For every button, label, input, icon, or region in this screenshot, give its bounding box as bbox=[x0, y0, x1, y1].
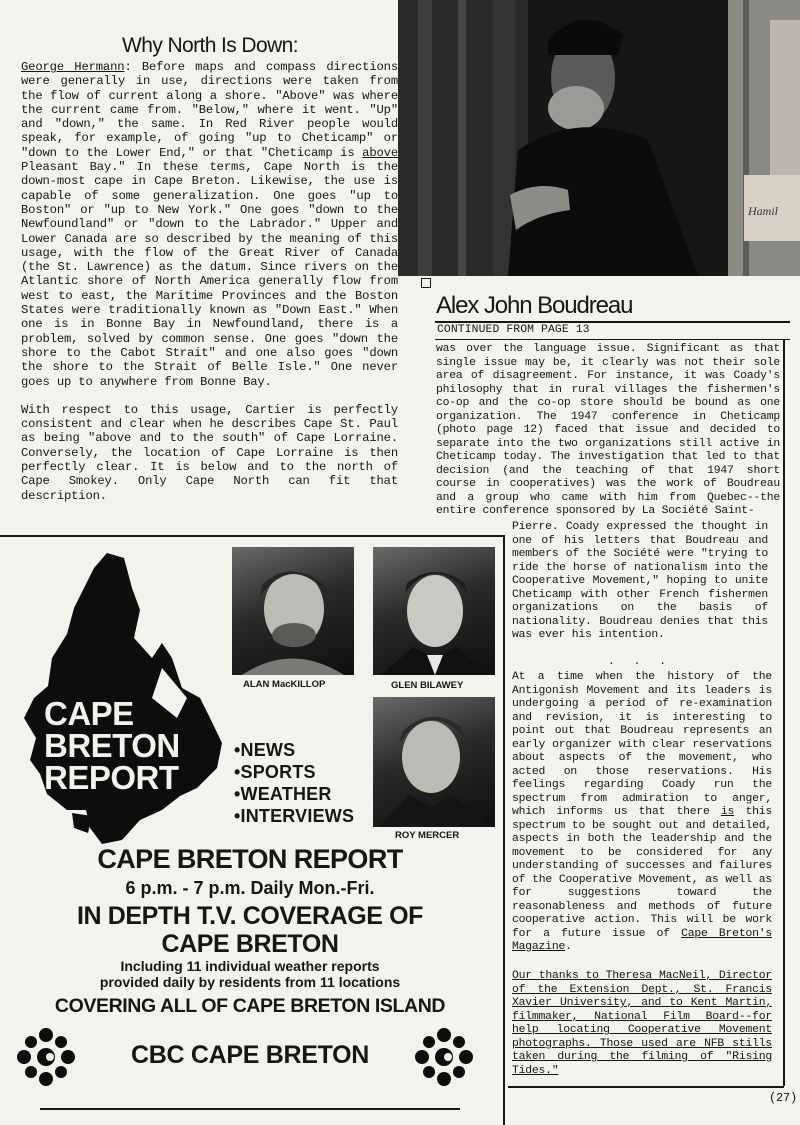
ad-weather-line-1: Including 11 individual weather reports bbox=[120, 958, 380, 974]
photo-scene bbox=[398, 0, 800, 276]
right-article-body-2: At a time when the history of the Antigonish Movement and its leaders is undergoing a period of re-examination and revision, it is interesting to point out that Boudreau represents an early organizer with clear reservations about aspects of the movement, who acted on those reservations. His feelings regarding Coady run the spectrum from admiration to anger, which informs us that there is this spectrum to be sought out and detailed, aspects in both the leadership and the movement to be considered for any understanding of successes and failures of the Cooperative Movement, as well as for suggestions toward the reasonableness and methods of future cooperative action. This will be work for a future issue of Cape Breton's Magazine. bbox=[512, 671, 772, 953]
portrait-alan-mackillop bbox=[232, 547, 354, 675]
program-topics bbox=[234, 739, 354, 827]
right-article-title: Alex John Boudreau bbox=[436, 292, 633, 319]
topic-sports: •SPORTS bbox=[234, 762, 316, 782]
ad-schedule: 6 p.m. - 7 p.m. Daily Mon.-Fri. bbox=[125, 878, 375, 898]
ad-headline: CAPE BRETON REPORT bbox=[97, 844, 403, 874]
cbc-gem-icon bbox=[414, 1027, 474, 1087]
ad-station: CBC CAPE BRETON bbox=[130, 1041, 370, 1069]
page-number: (27) bbox=[769, 1091, 798, 1105]
portrait-glen-bilawey bbox=[373, 547, 495, 675]
right-bottom-rule bbox=[508, 1086, 784, 1088]
right-column-edge bbox=[783, 340, 785, 700]
ad-coverage-line-1: IN DEPTH T.V. COVERAGE OF bbox=[76, 902, 424, 930]
portrait-figure bbox=[373, 547, 495, 675]
author-name: George Hermann bbox=[21, 60, 125, 74]
right-column-edge-bottom bbox=[783, 700, 785, 1086]
ad-covering: COVERING ALL OF CAPE BRETON ISLAND bbox=[54, 995, 446, 1017]
portrait-figure bbox=[232, 547, 354, 675]
cape-breton-report-logo bbox=[44, 695, 180, 796]
photo-corner-mark bbox=[421, 278, 431, 288]
left-article-body: George Hermann: Before maps and compass directions were generally in use, directions were taken from the flow of current along a shore. "Above" was where the current came from. "Below," where it went. "Up" and "down," the same. In Red River people would speak, for example, of going "up to Cheticamp" or "down to the Lower End," or that "Cheticamp is above Pleasant Bay." In these terms, Cape North is the down-most cape in Cape Breton. Likewise, the use is capable of some generalization. One goes "up to Boston" or "up to New York." One goes "down to the Newfoundland" or "down to the Labrador." Upper and Lower Canada are so described by the meaning of this usage, with the flow of the Great River of Canada (the St. Lawrence) as the datum. Since rivers on the Atlantic shore of North America generally flow from west to east, the Maritime Provinces and the Boston States were traditionally known as "Down East." When one is in Bonne Bay in Newfoundland, there is a problem, solved by common sense. One goes "down the shore to the Cabot Strait" and one also goes "down the shore to the Strait of Belle Isle." One never goes up to anywhere from Bonne Bay. With respect to this usage, Cartier is perfectly consistent and clear when he describes Cape St. Paul as being "above and to the south" of Cape Lorraine. Conversely, the location of Cape Lorraine is then perfectly clear. It is below and to the north of Cape Smokey. Only Cape North can fit that description. bbox=[21, 60, 398, 503]
caption-glen-bilawey: GLEN BILAWEY bbox=[391, 680, 464, 691]
caption-alan-mackillop: ALAN MacKILLOP bbox=[243, 679, 326, 690]
svg-text:Hamil: Hamil bbox=[748, 204, 778, 218]
ad-weather-line-2: provided daily by residents from 11 locations bbox=[99, 974, 401, 990]
ad-right-border bbox=[503, 535, 505, 1125]
logo-line-3: REPORT bbox=[44, 759, 179, 796]
continued-divider bbox=[435, 321, 790, 323]
ad-coverage-line-2: CAPE BRETON bbox=[161, 930, 339, 958]
left-article-title: Why North Is Down: bbox=[122, 34, 298, 57]
portrait-roy-mercer bbox=[373, 697, 495, 827]
portrait-figure bbox=[373, 697, 495, 827]
topic-interviews: •INTERVIEWS bbox=[234, 806, 355, 826]
left-article-paragraph-2: With respect to this usage, Cartier is perfectly consistent and clear when he describes Cape St. Paul as being "above and to the south" of Cape Lorraine. Conversely, the location of Cape Lorraine is then perfectly clear. It is below and to the north of Cape Smokey. Only Cape North can fit that description. bbox=[21, 402, 398, 503]
continued-from-label: CONTINUED FROM PAGE 13 bbox=[437, 324, 590, 336]
topic-weather: •WEATHER bbox=[234, 784, 332, 804]
ad-top-border bbox=[0, 535, 505, 537]
ad-bottom-rule bbox=[40, 1108, 460, 1110]
boudreau-photo bbox=[398, 0, 800, 276]
topic-news: •NEWS bbox=[234, 740, 296, 760]
section-separator: . . . bbox=[607, 656, 673, 668]
right-article-body-narrow bbox=[512, 521, 768, 643]
right-article-body bbox=[436, 343, 780, 519]
acknowledgements: Our thanks to Theresa MacNeil, Director of the Extension Dept., St. Francis Xavier University, and to Kent Martin, filmmaker, National Film Board--for help locating Cooperative Movement photographs. Those used are NFB stills taken during the filming of "Rising Tides." bbox=[512, 970, 772, 1077]
caption-roy-mercer: ROY MERCER bbox=[395, 830, 460, 841]
right-paragraph-1b: Pierre. Coady expressed the thought in one of his letters that Boudreau and members of the Société were "trying to ride the horse of nationalism into the Cooperative Movement," hoping to unite Cheticamp with other French fishermen organizations on the basis of nationality. Boudreau denies that this was ever his intention. bbox=[512, 521, 768, 641]
right-top-divider bbox=[435, 339, 790, 340]
right-paragraph-1a: was over the language issue. Significant as that single issue may be, it clearly was not their sole area of disagreement. For instance, it was Coady's philosophy that in rural villages the fishermen's co-op and the co-op store should be bound as one organization. The 1947 conference in Cheticamp (photo page 12) faced that issue and decided to separate into the two organizations still active in Cheticamp today. The investigation that led to that decision (and the teaching of that 1947 short course in cooperatives) was the work of Boudreau and a group who came with him from Quebec--the entire conference sponsored by La Société Saint- bbox=[436, 343, 780, 517]
logo-line-2: BRETON bbox=[44, 727, 180, 764]
logo-line-1: CAPE bbox=[44, 695, 134, 732]
